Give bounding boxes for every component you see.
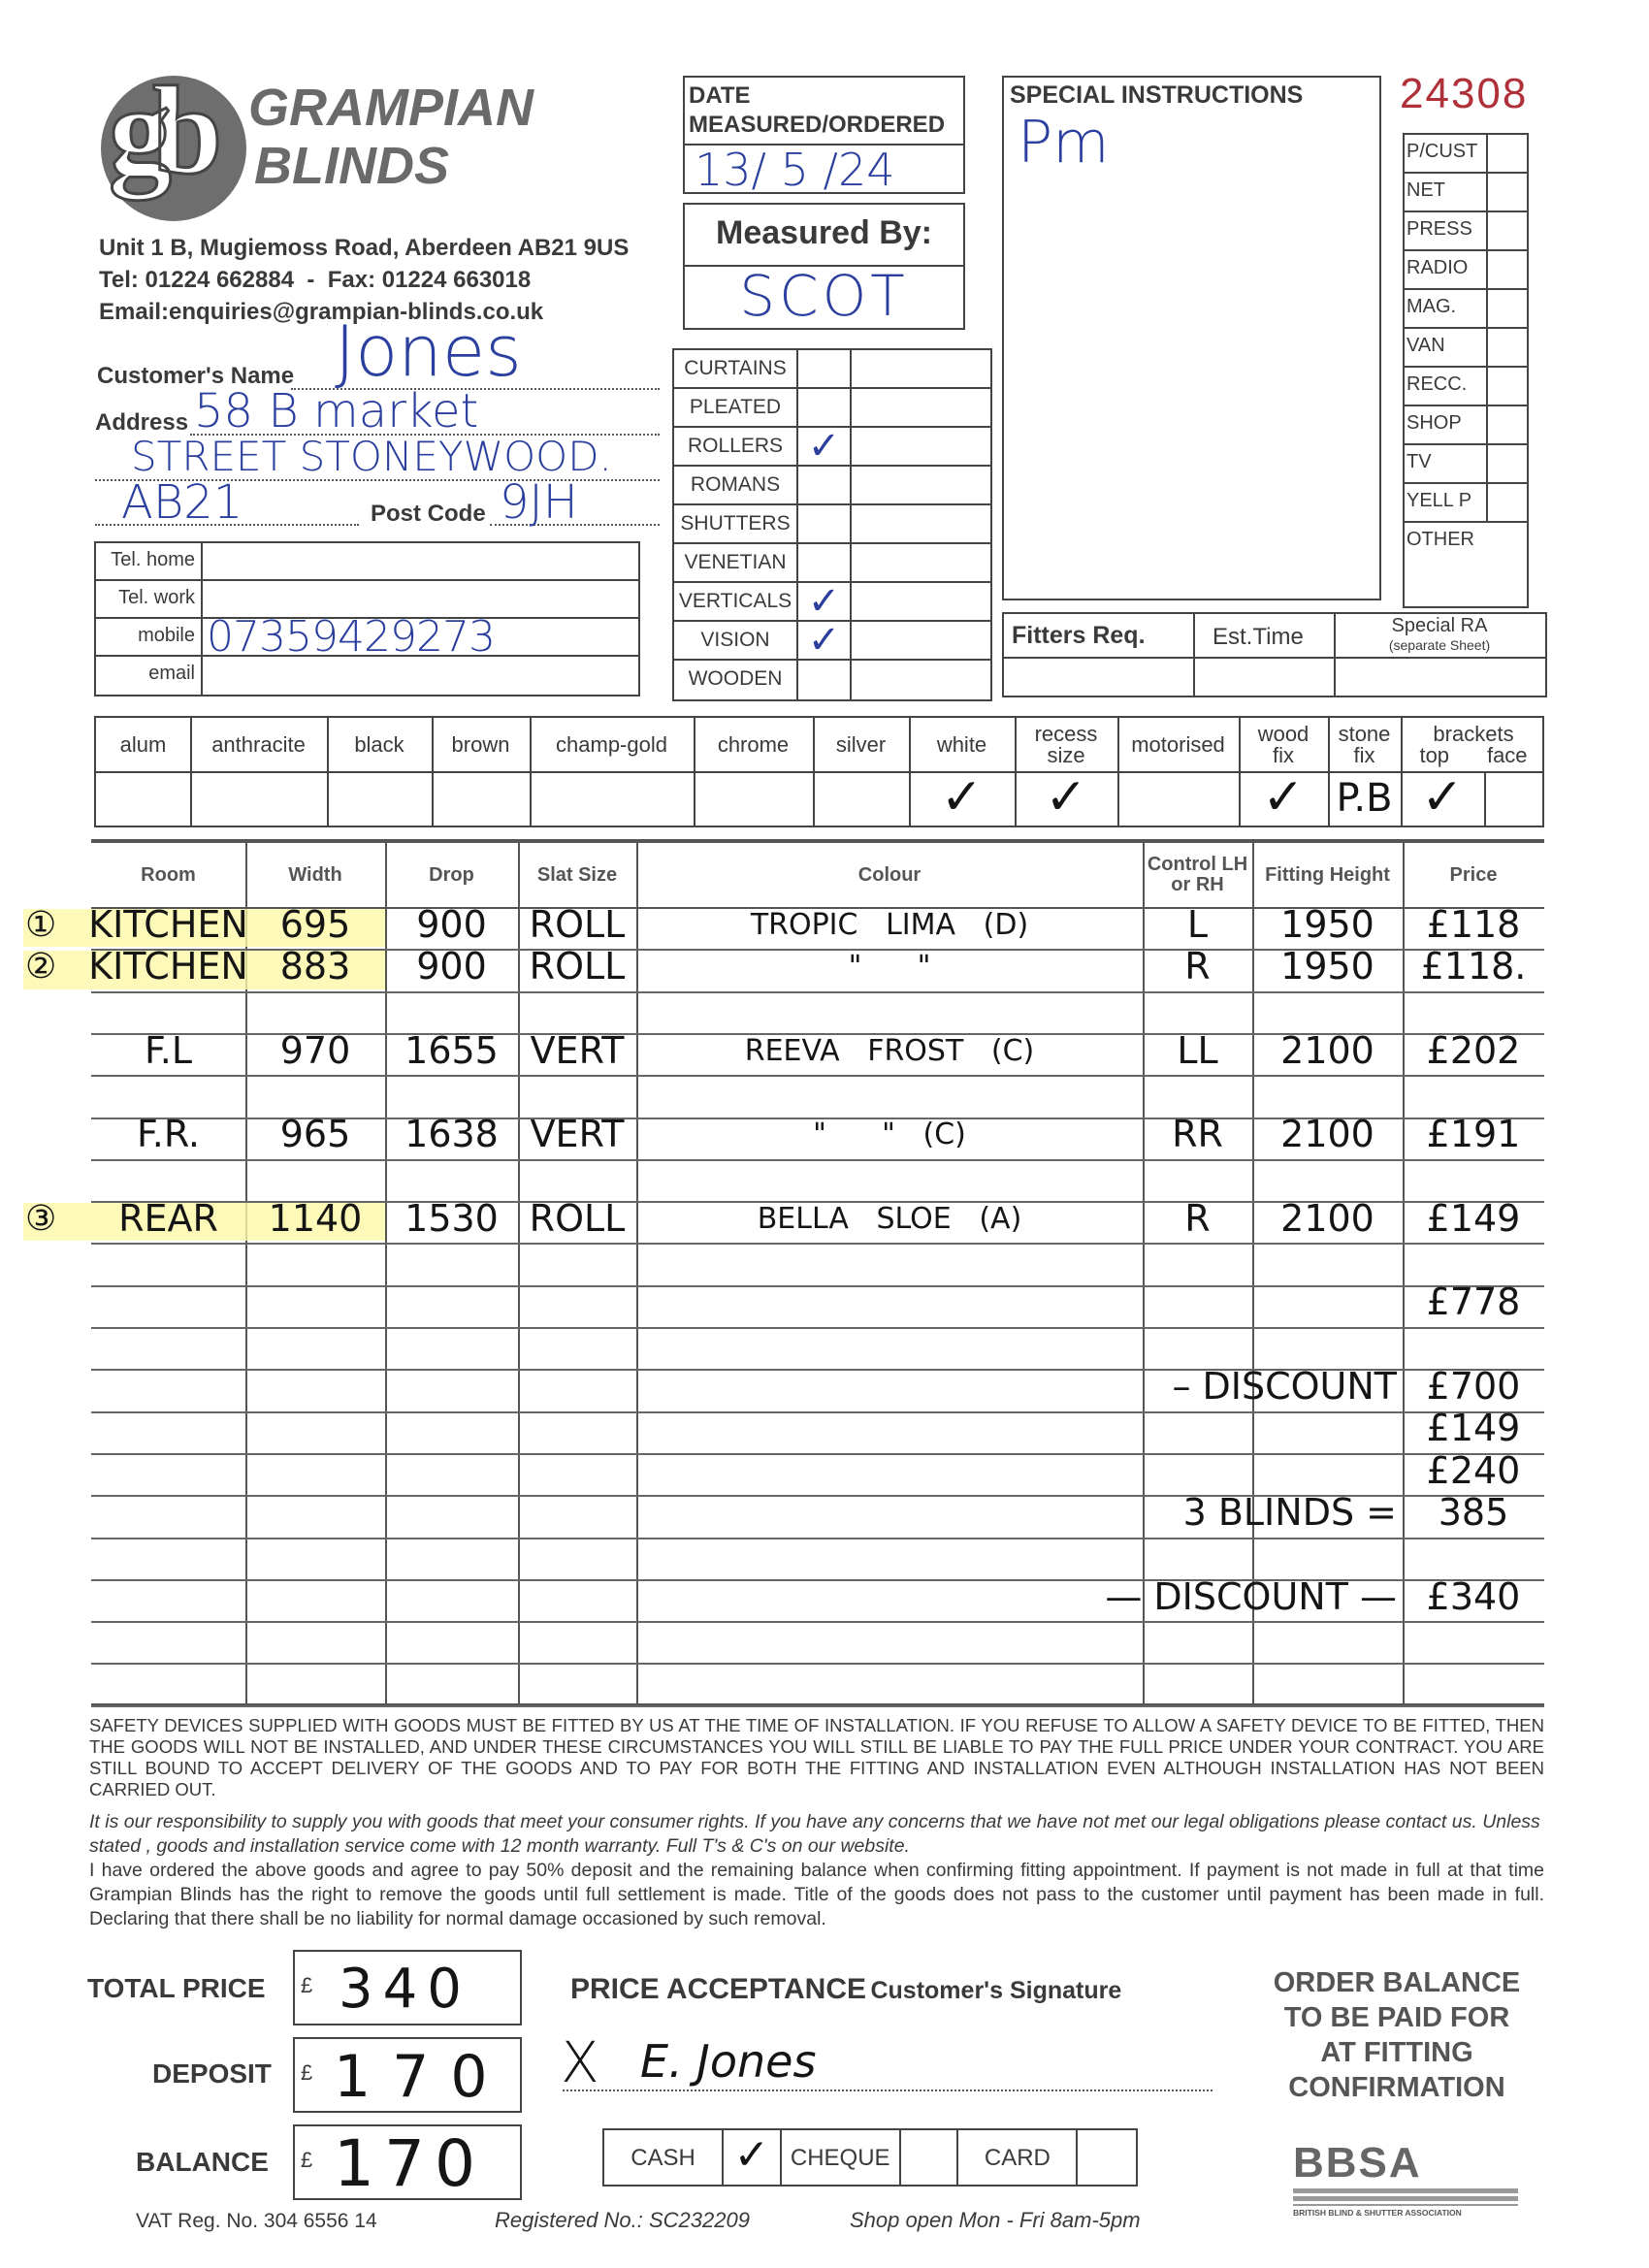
option-label-text: size <box>1047 742 1085 767</box>
table-row-line <box>91 1453 1544 1455</box>
option-label-text: brackets <box>1433 721 1514 746</box>
product-type-extra[interactable] <box>852 544 990 581</box>
table-cell-room[interactable]: REAR <box>118 1196 218 1240</box>
table-header: Width <box>288 863 342 886</box>
phone-value[interactable] <box>203 657 638 695</box>
option-label: silver <box>835 731 887 757</box>
table-cell-fitting[interactable]: 2100 <box>1280 1028 1374 1072</box>
table-header: Room <box>141 863 196 886</box>
product-type-extra[interactable] <box>852 661 990 699</box>
option-sub-labels <box>1401 742 1546 767</box>
customer-signature-label: Customer's Signature <box>870 1977 1122 2004</box>
table-row-line <box>91 1075 1544 1077</box>
table-cell-width[interactable]: 695 <box>279 902 351 946</box>
address-label: Address <box>95 409 189 436</box>
product-type-row <box>674 544 990 583</box>
table-cell-price[interactable]: £149 <box>1426 1407 1521 1450</box>
table-cell-price[interactable]: £149 <box>1426 1196 1521 1240</box>
total-price-box[interactable] <box>293 1950 522 2025</box>
table-cell-drop[interactable]: 1530 <box>404 1196 499 1240</box>
table-row-line <box>91 991 1544 993</box>
table-cell-room[interactable]: KITCHEN <box>88 902 248 946</box>
safety-terms: SAFETY DEVICES SUPPLIED WITH GOODS MUST BE FITTED BY US AT THE TIME OF INSTALLATION. IF YOU REFUSE TO ALLOW A SAFETY DEVICE TO BE FITTED, THEN THE GOODS WILL NOT BE INSTALLED, AND UNDER THESE CIRCUMSTANCES YOU WILL STILL BE LIABLE TO PAY THE FULL PRICE UNDER YOUR CONTRACT. YOU ARE STILL BOUND TO ACCEPT DELIVERY OF THE GOODS AND TO PAY FOR BOTH THE FITTING AND INSTALLATION EVEN ALTHOUGH INSTALLATION HAS NOT BEEN CARRIED OUT. <box>89 1715 1544 1799</box>
consumer-rights-terms: It is our responsibility to supply you with goods that meet your consumer rights. If you have any concerns that we have not met our legal obligations please contact us. Unless stated , goods and installation service come with 12 month warranty. Full T's & C's on our website. <box>89 1811 1540 1857</box>
source-checkbox[interactable] <box>1488 368 1527 405</box>
product-type-extra[interactable] <box>852 389 990 426</box>
phone-table <box>94 541 640 697</box>
phone-label: Tel. home <box>96 543 203 579</box>
source-item[interactable] <box>1405 135 1527 174</box>
source-label: VAN <box>1405 329 1488 366</box>
address-line-1[interactable]: 58 B market <box>194 384 479 438</box>
option-label-text: stone <box>1338 721 1391 746</box>
table-row-line <box>91 1538 1544 1539</box>
table-cell-slat[interactable]: ROLL <box>529 902 626 946</box>
source-checkbox[interactable] <box>1488 290 1527 327</box>
est-time-label: Est.Time <box>1212 624 1304 650</box>
table-header: Fitting Height <box>1265 863 1390 886</box>
bbsa-logo <box>1293 2139 1518 2218</box>
signature-line[interactable] <box>563 2090 1212 2091</box>
payment-checkbox-card[interactable] <box>1078 2130 1136 2185</box>
payment-method-table <box>602 2128 1138 2187</box>
table-cell-colour[interactable]: " " <box>848 950 931 985</box>
source-label: PRESS <box>1405 212 1488 249</box>
price-acceptance-label <box>570 1973 1121 2006</box>
table-cell-colour[interactable]: " " (C) <box>813 1118 966 1152</box>
order-number: 24308 <box>1400 70 1529 117</box>
phone-row <box>96 612 638 662</box>
currency-sign: £ <box>301 2060 313 2085</box>
table-cell-price[interactable]: £191 <box>1426 1113 1521 1156</box>
option-label: white <box>936 731 987 757</box>
product-type-check[interactable]: ✓ <box>798 622 852 659</box>
table-cell-price[interactable]: £778 <box>1426 1280 1521 1324</box>
option-label: champ-gold <box>556 731 667 757</box>
table-header: Price <box>1449 863 1498 886</box>
option-label: anthracite <box>211 731 306 757</box>
table-annotation: 3 BLINDS = <box>1182 1491 1397 1535</box>
product-type-check[interactable]: ✓ <box>798 583 852 620</box>
table-cell-price[interactable]: £202 <box>1426 1028 1521 1072</box>
source-checkbox[interactable] <box>1488 484 1527 521</box>
product-type-extra[interactable] <box>852 583 990 620</box>
source-item[interactable] <box>1405 406 1527 445</box>
option-label: motorised <box>1131 731 1225 757</box>
table-row-line <box>91 1159 1544 1161</box>
date-label <box>689 81 945 140</box>
deposit-value: 170 <box>334 2043 509 2111</box>
product-type-row <box>674 389 990 428</box>
phone-label: mobile <box>96 619 203 655</box>
vat-number: VAT Reg. No. 304 6556 14 <box>136 2210 377 2232</box>
date-box <box>683 76 965 194</box>
table-cell-width[interactable]: 970 <box>279 1028 351 1072</box>
source-checkbox[interactable] <box>1488 329 1527 366</box>
company-email: Email:enquiries@grampian-blinds.co.uk <box>99 299 544 325</box>
table-row-line <box>91 1243 1544 1245</box>
table-cell-slat[interactable]: ROLL <box>529 945 626 988</box>
row-number: ③ <box>25 1199 57 1240</box>
deposit-box[interactable] <box>293 2037 522 2113</box>
row-number: ② <box>25 947 57 988</box>
option-label-text: recess <box>1034 721 1098 746</box>
table-cell-width[interactable]: 1140 <box>268 1196 363 1240</box>
table-cell-drop[interactable]: 1638 <box>404 1113 499 1156</box>
date-value[interactable]: 13/ 5 /24 <box>695 144 895 196</box>
source-checkbox[interactable] <box>1488 406 1527 443</box>
source-checkbox[interactable] <box>1488 212 1527 249</box>
table-row-line <box>91 1411 1544 1413</box>
source-label: RECC. <box>1405 368 1488 405</box>
balance-value: 170 <box>334 2126 485 2201</box>
product-type-row <box>674 424 990 469</box>
total-price-value: 340 <box>339 1958 471 2021</box>
source-label: OTHER <box>1406 529 1474 550</box>
table-cell-price[interactable]: £700 <box>1426 1365 1521 1408</box>
order-balance-line: ORDER BALANCE <box>1273 1967 1521 1998</box>
order-balance-line: CONFIRMATION <box>1288 2072 1505 2103</box>
product-type-label: VERTICALS <box>674 583 798 620</box>
bbsa-caption: BRITISH BLIND & SHUTTER ASSOCIATION <box>1293 2208 1462 2218</box>
signature-mark: X <box>561 2029 599 2095</box>
product-type-row <box>674 467 990 505</box>
customer-name[interactable]: Jones <box>335 310 522 392</box>
table-row-line <box>91 1621 1544 1623</box>
order-balance-line: AT FITTING <box>1320 2037 1473 2068</box>
special-instructions-label: SPECIAL INSTRUCTIONS <box>1010 81 1304 109</box>
source-checkbox[interactable] <box>1488 523 1527 606</box>
table-row-line <box>91 1285 1544 1287</box>
option-label <box>1015 718 1117 771</box>
table-row-line <box>91 1705 1544 1707</box>
address-line-2[interactable]: STREET STONEYWOOD. <box>131 433 612 480</box>
bbsa-logo-text: BBSA <box>1293 2139 1422 2187</box>
table-cell-price[interactable]: 385 <box>1438 1490 1509 1534</box>
phone-value[interactable] <box>203 543 638 579</box>
special-instructions-box <box>1002 76 1381 600</box>
option-value[interactable]: ✓ <box>1045 768 1087 826</box>
fitters-label: Fitters Req. <box>1012 622 1146 649</box>
source-label: RADIO <box>1405 251 1488 288</box>
payment-checkbox-cash[interactable]: ✓ <box>724 2130 782 2185</box>
option-label <box>1328 718 1401 771</box>
phone-label: Tel. work <box>96 581 203 617</box>
measured-by-label: Measured By: <box>716 214 932 251</box>
special-ra-label <box>1334 616 1545 655</box>
table-header: Control LH or RH <box>1147 854 1248 895</box>
row-number: ① <box>25 905 57 945</box>
special-ra-sub: (separate Sheet) <box>1388 637 1491 653</box>
table-cell-width[interactable]: 965 <box>279 1113 351 1156</box>
source-item[interactable] <box>1405 523 1527 606</box>
table-cell-price[interactable]: £240 <box>1426 1448 1521 1492</box>
product-type-extra[interactable] <box>852 428 990 465</box>
option-sub-label: face <box>1486 742 1528 767</box>
table-cell-price[interactable]: £118. <box>1420 945 1527 988</box>
options-col-line <box>1484 771 1486 826</box>
product-type-label: VISION <box>674 622 798 659</box>
source-checkbox[interactable] <box>1488 135 1527 172</box>
product-type-label: CURTAINS <box>674 350 798 387</box>
order-balance-line: TO BE PAID FOR <box>1283 2002 1510 2033</box>
table-cell-drop[interactable]: 900 <box>416 902 487 946</box>
source-label: NET <box>1405 174 1488 211</box>
bbsa-stripes <box>1293 2188 1518 2206</box>
table-cell-slat[interactable]: ROLL <box>529 1196 626 1240</box>
table-cell-colour[interactable]: TROPIC LIMA (D) <box>750 907 1029 942</box>
product-type-row <box>674 350 990 389</box>
option-label-text: fix <box>1273 742 1294 767</box>
source-label: SHOP <box>1405 406 1488 443</box>
logo-letters: gb <box>109 61 204 201</box>
table-cell-price[interactable]: £118 <box>1426 902 1521 946</box>
table-cell-room[interactable]: KITCHEN <box>88 945 248 988</box>
registered-number: Registered No.: SC232209 <box>495 2208 750 2232</box>
table-cell-control[interactable]: L <box>1186 902 1209 946</box>
table-header: Slat Size <box>536 863 618 886</box>
phone-label: email <box>96 657 203 695</box>
option-label-text: fix <box>1353 742 1375 767</box>
option-label: alum <box>119 731 167 757</box>
fitters-box <box>1002 612 1547 697</box>
source-item[interactable] <box>1405 174 1527 212</box>
option-label: black <box>354 731 404 757</box>
product-type-extra[interactable] <box>852 350 990 387</box>
table-cell-slat[interactable]: VERT <box>530 1028 625 1072</box>
product-type-check[interactable] <box>798 350 852 387</box>
agreement-terms: I have ordered the above goods and agree to pay 50% deposit and the remaining balance when confirming fitting appointment. If payment is not made in full at that time Grampian Blinds has the right to remove the goods until full settlement is made. Title of the goods does not pass to the customer until payment has been made in full. Declaring that there shall be no liability for normal damage occasioned by such removal. <box>89 1860 1544 1929</box>
customer-signature: E. Jones <box>640 2035 817 2088</box>
product-type-extra[interactable] <box>852 622 990 659</box>
table-cell-control[interactable]: LL <box>1177 1028 1218 1072</box>
company-address: Unit 1 B, Mugiemoss Road, Aberdeen AB21 9US <box>99 235 630 261</box>
product-type-label: WOODEN <box>674 661 798 699</box>
table-cell-drop[interactable]: 1655 <box>404 1028 499 1072</box>
product-type-label: PLEATED <box>674 389 798 426</box>
option-value[interactable]: ✓ <box>1421 768 1464 826</box>
product-type-extra[interactable] <box>852 467 990 503</box>
table-cell-control[interactable]: R <box>1184 1196 1211 1240</box>
deposit-label: DEPOSIT <box>152 2058 272 2089</box>
source-list <box>1403 133 1529 608</box>
source-item[interactable] <box>1405 212 1527 251</box>
option-label: brown <box>451 731 510 757</box>
product-type-row <box>674 579 990 624</box>
balance-box[interactable] <box>293 2124 522 2200</box>
table-cell-slat[interactable]: VERT <box>530 1113 625 1156</box>
address-line-3[interactable]: AB21 <box>121 475 243 530</box>
table-cell-room[interactable]: F.L <box>144 1028 192 1072</box>
source-checkbox[interactable] <box>1488 251 1527 288</box>
date-label-1: DATE <box>689 82 751 109</box>
source-label: TV <box>1405 445 1488 482</box>
source-item[interactable] <box>1405 290 1527 329</box>
table-header: Drop <box>429 863 474 886</box>
options-table <box>94 716 1544 827</box>
option-label <box>1239 718 1328 771</box>
order-table <box>25 839 1544 1707</box>
product-type-check[interactable] <box>798 467 852 503</box>
product-type-label: ROMANS <box>674 467 798 503</box>
postcode-label: Post Code <box>371 501 486 527</box>
table-cell-price[interactable]: £340 <box>1426 1574 1521 1618</box>
payment-method-cash: CASH <box>604 2130 724 2185</box>
special-ra: Special RA <box>1391 615 1488 636</box>
price-acceptance-title: PRICE ACCEPTANCE <box>570 1973 867 2005</box>
special-instructions-value[interactable]: Pm <box>1018 109 1110 177</box>
product-type-check[interactable]: ✓ <box>798 428 852 465</box>
currency-sign: £ <box>301 2148 313 2172</box>
product-type-row <box>674 505 990 544</box>
source-item[interactable] <box>1405 329 1527 368</box>
source-item[interactable] <box>1405 368 1527 406</box>
customer-name-label: Customer's Name <box>97 363 295 389</box>
payment-method-cheque: CHEQUE <box>782 2130 901 2185</box>
table-cell-fitting[interactable]: 1950 <box>1280 902 1374 946</box>
date-label-2: MEASURED/ORDERED <box>689 112 946 138</box>
order-balance-notice <box>1246 1965 1547 2105</box>
table-cell-width[interactable]: 883 <box>279 945 351 988</box>
table-cell-drop[interactable]: 900 <box>416 945 487 988</box>
option-label-text: wood <box>1257 721 1310 746</box>
product-type-label: SHUTTERS <box>674 505 798 542</box>
shop-hours: Shop open Mon - Fri 8am-5pm <box>850 2208 1141 2232</box>
table-header: Colour <box>857 863 922 886</box>
total-price-label: TOTAL PRICE <box>87 1973 266 2003</box>
table-row-line <box>91 1327 1544 1329</box>
option-value[interactable]: P.B <box>1336 776 1393 821</box>
phone-row <box>96 543 638 581</box>
source-label: P/CUST <box>1405 135 1488 172</box>
source-item[interactable] <box>1405 445 1527 484</box>
table-cell-room[interactable]: F.R. <box>137 1113 200 1156</box>
table-cell-control[interactable]: RR <box>1172 1113 1223 1156</box>
product-type-check[interactable] <box>798 544 852 581</box>
option-label <box>1401 718 1546 771</box>
product-type-row <box>674 661 990 699</box>
source-checkbox[interactable] <box>1488 174 1527 211</box>
option-value[interactable]: ✓ <box>940 768 984 826</box>
table-cell-colour[interactable]: REEVA FROST (C) <box>744 1033 1035 1068</box>
option-label: chrome <box>717 731 790 757</box>
table-cell-fitting[interactable]: 2100 <box>1280 1196 1374 1240</box>
source-item[interactable] <box>1405 484 1527 523</box>
currency-sign: £ <box>301 1973 313 1997</box>
product-type-check[interactable] <box>798 389 852 426</box>
source-label: YELL P <box>1405 484 1488 521</box>
phone-row <box>96 657 638 695</box>
option-value[interactable]: ✓ <box>1262 768 1305 826</box>
table-row-line <box>91 1663 1544 1665</box>
product-type-label: VENETIAN <box>674 544 798 581</box>
source-item[interactable] <box>1405 251 1527 290</box>
company-name-1: GRAMPIAN <box>248 79 534 137</box>
table-annotation: — DISCOUNT — <box>1105 1574 1397 1618</box>
option-sub-label: top <box>1419 742 1450 767</box>
source-label: MAG. <box>1405 290 1488 327</box>
table-cell-fitting[interactable]: 2100 <box>1280 1113 1374 1156</box>
table-cell-control[interactable]: R <box>1184 945 1211 988</box>
table-cell-colour[interactable]: BELLA SLOE (A) <box>757 1201 1022 1236</box>
postcode[interactable]: 9JH <box>500 475 578 530</box>
company-name-2: BLINDS <box>254 137 449 195</box>
source-checkbox[interactable] <box>1488 445 1527 482</box>
company-phone: Tel: 01224 662884 - Fax: 01224 663018 <box>99 267 532 293</box>
table-annotation: – DISCOUNT <box>1172 1365 1397 1409</box>
payment-method-card: CARD <box>958 2130 1078 2185</box>
table-cell-fitting[interactable]: 1950 <box>1280 945 1374 988</box>
product-type-check[interactable] <box>798 505 852 542</box>
measured-by-box <box>683 203 965 330</box>
product-type-label: ROLLERS <box>674 428 798 465</box>
product-type-check[interactable] <box>798 661 852 699</box>
phone-value[interactable]: 07359429273 <box>207 612 495 662</box>
product-type-table <box>672 348 992 701</box>
product-type-row <box>674 618 990 663</box>
measured-by-value[interactable]: SCOT <box>739 263 909 329</box>
product-type-extra[interactable] <box>852 505 990 542</box>
payment-checkbox-cheque[interactable] <box>901 2130 959 2185</box>
balance-label: BALANCE <box>136 2147 269 2177</box>
